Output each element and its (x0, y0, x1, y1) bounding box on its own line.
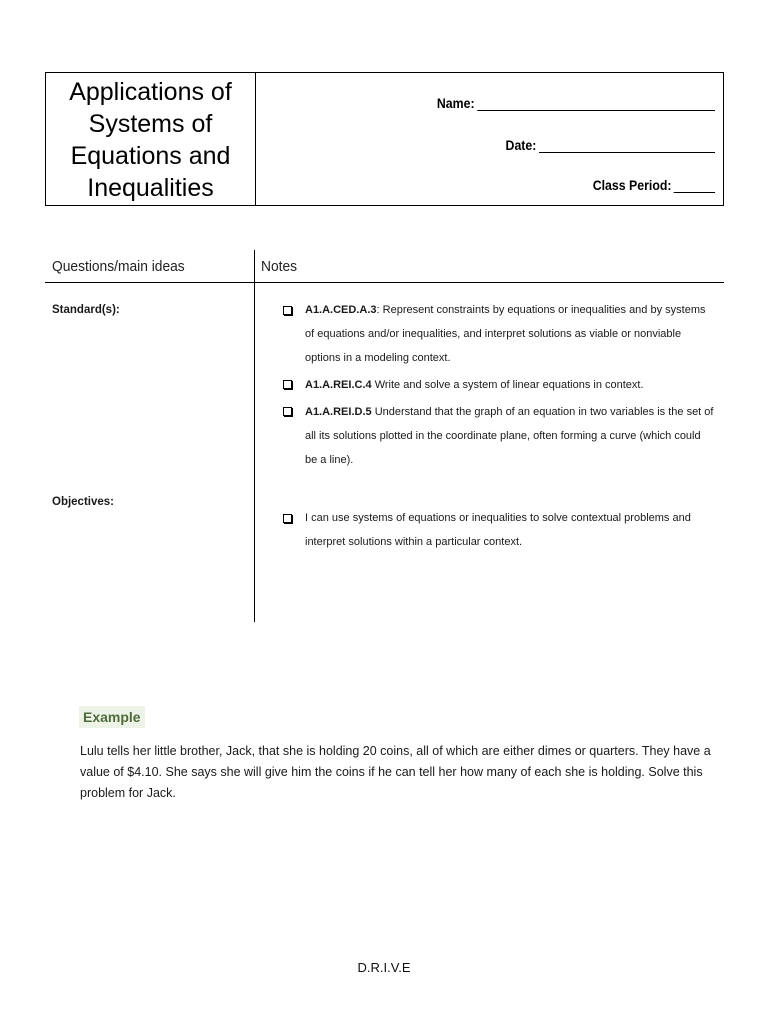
checkbox-icon[interactable] (283, 380, 292, 389)
class-period-blank[interactable] (674, 179, 715, 193)
footer: D.R.I.V.E (357, 960, 411, 975)
standard-item (305, 298, 715, 370)
header-box (45, 72, 724, 206)
standard-item (305, 400, 715, 472)
page-title (69, 76, 232, 204)
objectives-label: Objectives: (52, 496, 114, 508)
name-blank[interactable] (477, 97, 715, 111)
objective-item: I can use systems of equations or inequalities to solve contextual problems and interpret solutions within a particular context. (305, 512, 691, 548)
class-period-label: Class Period: (592, 177, 671, 193)
checkbox-icon[interactable] (283, 407, 292, 416)
date-field[interactable] (506, 137, 715, 153)
checkbox-icon[interactable] (283, 514, 292, 523)
header-divider (45, 282, 724, 283)
checkbox-icon[interactable] (283, 306, 292, 315)
standard-item (305, 373, 715, 397)
student-info-fields (256, 73, 723, 205)
column-divider (254, 250, 255, 622)
title-line: Equations and (70, 142, 231, 170)
notes-column-header: Notes (261, 258, 298, 275)
standard-code: A1.A.REI.D.5 (305, 406, 372, 418)
class-period-field[interactable] (592, 177, 715, 193)
title-line: Inequalities (87, 174, 214, 202)
title-cell (46, 73, 256, 205)
title-line: Systems of (88, 110, 213, 138)
standards-label: Standard(s): (52, 304, 120, 316)
questions-column-header: Questions/main ideas (52, 258, 185, 275)
date-blank[interactable] (539, 139, 715, 153)
example-problem-text: Lulu tells her little brother, Jack, that she is holding 20 coins, all of which are either dimes or quarters. They have a value of $4.10. She says she will give him the coins if he can tell her how many of each she is holding. Solve this problem for Jack. (80, 744, 711, 800)
standard-code: A1.A.CED.A.3 (305, 304, 377, 316)
standard-text: Understand that the graph of an equation in two variables is the set of all its solutions plotted in the coordinate plane, often forming a curve (which could be a line). (305, 406, 714, 466)
name-label: Name: (437, 95, 475, 111)
standard-code: A1.A.REI.C.4 (305, 379, 372, 391)
name-field[interactable] (437, 95, 715, 111)
date-label: Date: (505, 137, 537, 153)
title-line: Applications of (69, 78, 232, 106)
example-heading: Example (79, 706, 145, 728)
standard-text: : Represent constraints by equations or inequalities and by systems of equations and/or inequalities, and interpret solutions as viable or nonviable options in a modeling context. (305, 304, 706, 364)
standard-text: Write and solve a system of linear equations in context. (371, 379, 644, 391)
